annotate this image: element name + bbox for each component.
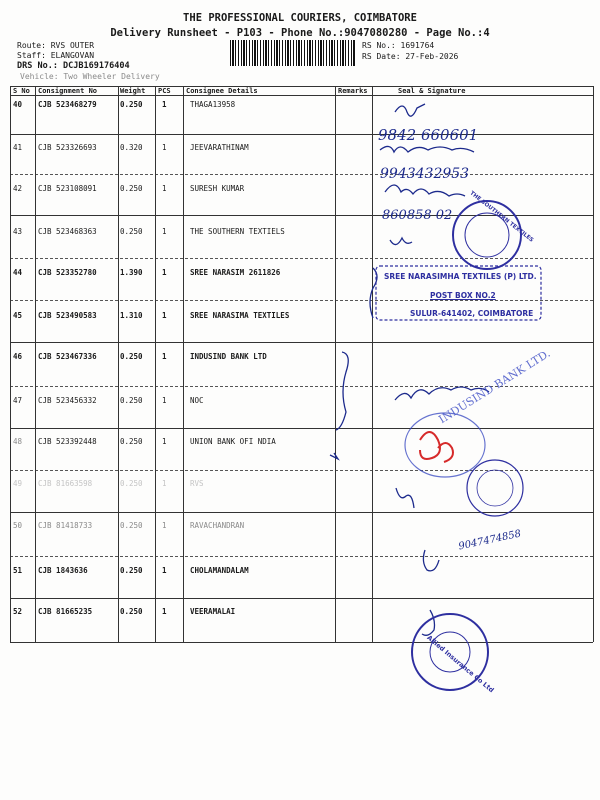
- stamp-allied: Allied Insurance Co Ltd: [425, 633, 496, 695]
- signature-icon: [385, 185, 465, 196]
- company-title: THE PROFESSIONAL COURIERS, COIMBATORE: [183, 12, 417, 24]
- signature-icon: [395, 104, 425, 116]
- stamp-narasimha-1: SREE NARASIMHA TEXTILES (P) LTD.: [384, 272, 537, 281]
- stamp-narasimha-3: SULUR-641402, COIMBATORE: [410, 309, 534, 318]
- stamp-icon: [467, 460, 523, 516]
- signature-icon: [423, 550, 439, 571]
- stamp-narasimha-2: POST BOX NO.2: [430, 291, 496, 300]
- signature-icon: [396, 488, 414, 508]
- signature-icon: [422, 610, 435, 635]
- runsheet-title: Delivery Runsheet - P103 - Phone No.:9047080280 - Page No.:4: [110, 27, 490, 39]
- col-consignment: Consignment No: [38, 87, 98, 95]
- handwritten-phone-1: 9842 660601: [378, 126, 479, 144]
- col-pcs: PCS: [158, 87, 171, 95]
- vehicle-label: Vehicle: Two Wheeler Delivery: [20, 72, 160, 81]
- col-remarks: Remarks: [338, 87, 368, 95]
- red-signature-icon: [420, 432, 453, 462]
- stamp-indusind: INDUSIND BANK LTD.: [436, 346, 553, 427]
- stamp-icon: [477, 470, 513, 506]
- bracket-icon: [336, 352, 348, 430]
- handwritten-phone-2: 9943432953: [380, 166, 470, 182]
- handwritten-phone-4: 9047474858: [457, 528, 523, 553]
- drs-number: DRS No.: DCJB169176404: [17, 61, 130, 71]
- rs-date: RS Date: 27-Feb-2026: [362, 52, 459, 61]
- stamp-southern-textiles: THE SOUTHERN TEXTILES: [468, 190, 535, 244]
- rs-number: RS No.: 1691764: [362, 41, 435, 50]
- staff-label: Staff: ELANGOVAN: [17, 51, 95, 60]
- tick-icon: [330, 453, 338, 459]
- handwritten-phone-3: 860858 02: [382, 208, 453, 223]
- col-seal: Seal & Signature: [398, 87, 466, 95]
- stamp-icon: [453, 201, 521, 269]
- signature-icon: [390, 238, 412, 245]
- col-weight: Weight: [120, 87, 146, 95]
- route-label: Route: RVS OUTER: [17, 41, 95, 50]
- col-details: Consignee Details: [186, 87, 258, 95]
- signature-icon: [380, 146, 474, 152]
- col-sno: S No: [13, 87, 30, 95]
